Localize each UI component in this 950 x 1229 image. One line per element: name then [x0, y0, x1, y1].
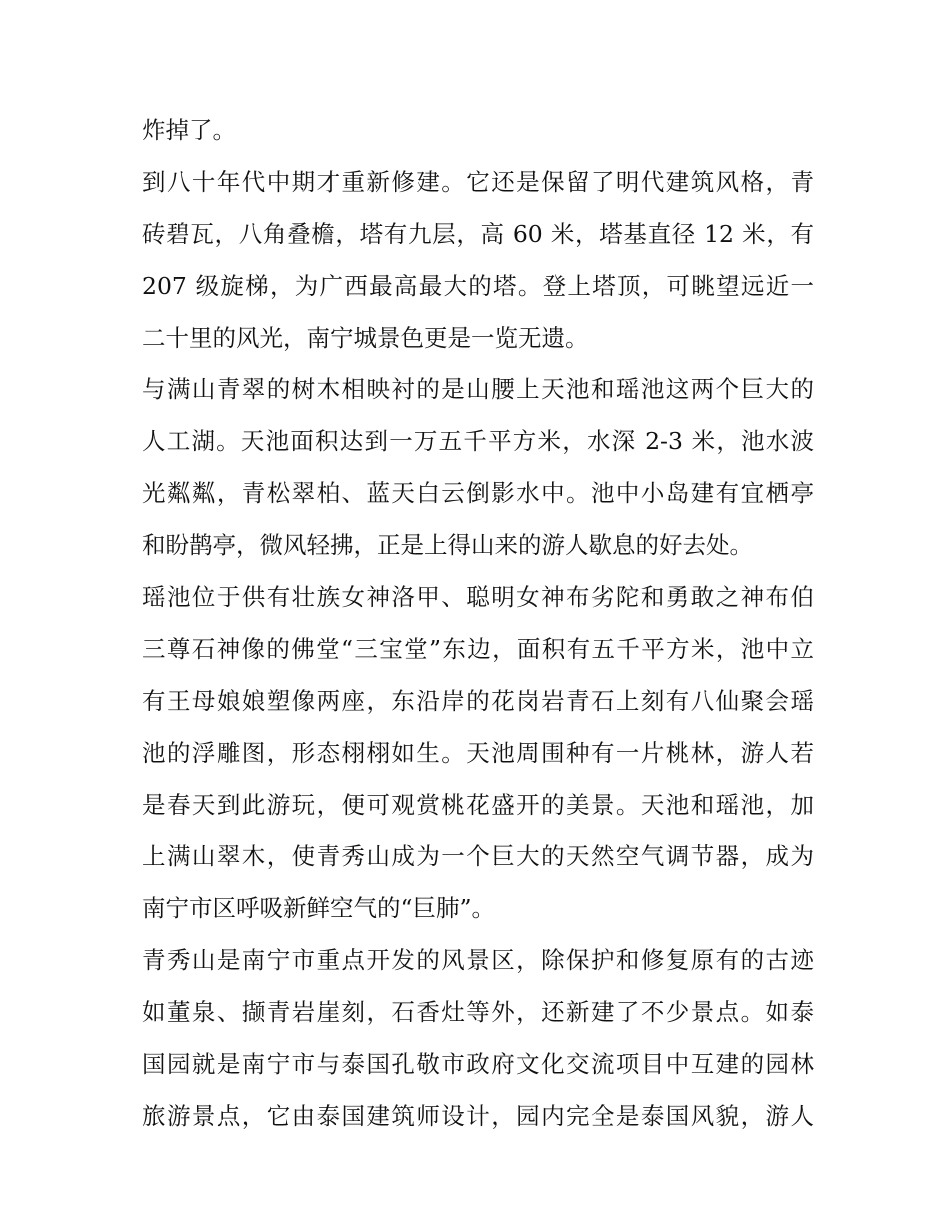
text-line: 南宁市区呼吸新鲜空气的“巨肺”。: [142, 894, 496, 923]
text-line: 和盼鹊亭，微风轻拂，正是上得山来的游人歇息的好去处。: [142, 531, 753, 560]
text-line: 上满山翠木，使青秀山成为一个巨大的天然空气调节器，成为: [142, 842, 814, 871]
text-line: 光粼粼，青松翠柏、蓝天白云倒影水中。池中小岛建有宜栖亭: [142, 479, 814, 508]
text-line: 池的浮雕图，形态栩栩如生。天池周围种有一片桃林，游人若: [142, 738, 814, 767]
text-line: 国园就是南宁市与泰国孔敬市政府文化交流项目中互建的园林: [142, 1050, 814, 1079]
text-line: 三尊石神像的佛堂“三宝堂”东边，面积有五千平方米，池中立: [142, 634, 814, 663]
text-line: 砖碧瓦，八角叠檐，塔有九层，高 60 米，塔基直径 12 米，有: [142, 219, 814, 248]
text-line: 有王母娘娘塑像两座，东沿岸的花岗岩青石上刻有八仙聚会瑶: [142, 686, 814, 715]
text-line: 与满山青翠的树木相映衬的是山腰上天池和瑶池这两个巨大的: [142, 375, 814, 404]
text-line: 二十里的风光，南宁城景色更是一览无遗。: [142, 323, 589, 352]
document-body: [142, 105, 814, 1143]
text-line: 到八十年代中期才重新修建。它还是保留了明代建筑风格，青: [142, 167, 814, 196]
text-line: 旅游景点，它由泰国建筑师设计，园内完全是泰国风貌，游人: [142, 1101, 814, 1130]
text-line: 人工湖。天池面积达到一万五千平方米，水深 2-3 米，池水波: [142, 427, 814, 456]
text-line: 207 级旋梯，为广西最高最大的塔。登上塔顶，可眺望远近一: [142, 271, 814, 300]
text-line: 瑶池位于供有壮族女神洛甲、聪明女神布劣陀和勇敢之神布伯: [142, 583, 814, 612]
text-line: 炸掉了。: [142, 116, 236, 144]
text-line: 是春天到此游玩，便可观赏桃花盛开的美景。天池和瑶池，加: [142, 790, 814, 819]
text-line: 青秀山是南宁市重点开发的风景区，除保护和修复原有的古迹: [142, 946, 814, 975]
text-line: 如董泉、撷青岩崖刻，石香灶等外，还新建了不少景点。如泰: [142, 998, 814, 1027]
